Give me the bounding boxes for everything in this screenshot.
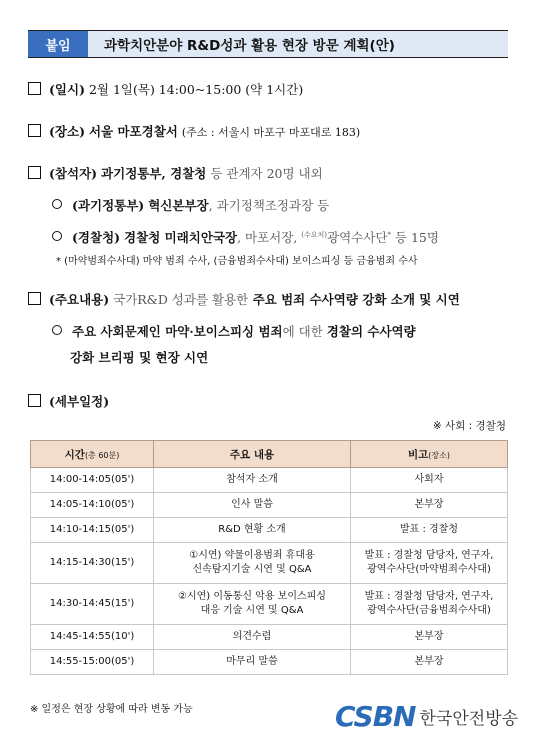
note-line-1: 발표 : 경찰청 담당자, 연구자, (364, 550, 494, 561)
note-line-1: 발표 : 경찰청 담당자, 연구자, (364, 591, 494, 602)
table-row (31, 493, 508, 518)
time-header-text: 시간 (64, 448, 85, 461)
schedule-footer: ※ 일정은 현장 상황에 따라 변동 가능 (30, 704, 193, 715)
police-rest3: 등 15명 (390, 230, 439, 245)
content-line-2: 대응 기술 시연 및 Q&A (200, 605, 304, 616)
table-row (31, 625, 508, 650)
note-cell: 본부장 (351, 493, 508, 518)
checkbox-square-icon (28, 394, 41, 407)
date-line (28, 80, 303, 98)
venue-line (28, 122, 360, 140)
note-cell: 사회자 (351, 468, 508, 493)
police-sup: (수요처) (301, 231, 328, 239)
note-header (351, 441, 508, 468)
bullet-circle-icon (52, 199, 62, 209)
participants-orgs: 과기정통부, 경찰청 (101, 166, 207, 181)
participants-rest: 등 관계자 20명 내외 (206, 166, 323, 181)
police-item (52, 228, 439, 246)
broadcaster-logo (335, 700, 518, 733)
logo-brand: CSBN (335, 700, 416, 733)
note-cell (351, 584, 508, 625)
note-cell: 본부장 (351, 650, 508, 675)
content-cell (154, 584, 351, 625)
checkbox-square-icon (28, 292, 41, 305)
police-sup2: * (387, 231, 391, 239)
time-cell: 14:15-14:30(15') (31, 543, 154, 584)
police-rest2: 광역수사단 (327, 230, 388, 245)
note-line-2: 광역수사단(마약범죄수사대) (367, 564, 491, 575)
content-line-1: ②시연) 이동통신 악용 보이스피싱 (178, 591, 326, 602)
time-header-small: (총 60분) (84, 450, 120, 460)
content-header: 주요 내용 (154, 441, 351, 468)
content-label: (주요내용) (49, 292, 110, 307)
document-title: 과학치안분야 R&D성과 활용 현장 방문 계획(안) (88, 31, 508, 57)
table-row (31, 468, 508, 493)
table-row (31, 518, 508, 543)
venue-label: (장소) (49, 124, 85, 139)
content-line-2: 신속탐지기술 시연 및 Q&A (192, 564, 312, 575)
content-item-plain: 에 대한 (282, 324, 327, 339)
table-row (31, 584, 508, 625)
mc-note: ※ 사회 : 경찰청 (432, 420, 506, 432)
checkbox-square-icon (28, 124, 41, 137)
checkbox-square-icon (28, 166, 41, 179)
content-item-bold1: 주요 사회문제인 마약·보이스피싱 범죄 (72, 324, 283, 339)
note-cell: 본부장 (351, 625, 508, 650)
content-cell (154, 543, 351, 584)
content-cell: 의견수렴 (154, 625, 351, 650)
table-header-row (31, 441, 508, 468)
date-value: 2월 1일(목) 14:00~15:00 (약 1시간) (88, 82, 304, 97)
title-bar (28, 30, 508, 58)
content-cell: 마무리 말씀 (154, 650, 351, 675)
time-cell: 14:05-14:10(05') (31, 493, 154, 518)
note-cell (351, 543, 508, 584)
msit-org: (과기정통부) (72, 198, 145, 213)
time-cell: 14:10-14:15(05') (31, 518, 154, 543)
time-cell: 14:00-14:05(05') (31, 468, 154, 493)
content-item (52, 322, 416, 340)
schedule-label: (세부일정) (49, 394, 110, 409)
police-org: (경찰청) (72, 230, 121, 245)
content-cell: 참석자 소개 (154, 468, 351, 493)
table-row (31, 650, 508, 675)
attachment-tag: 붙임 (28, 31, 88, 57)
msit-item (52, 196, 329, 214)
schedule-table (30, 440, 508, 675)
table-row (31, 543, 508, 584)
participants-footnote: * (마약범죄수사대) 마약 범죄 수사, (금융범죄수사대) 보이스피싱 등 금융범죄 수사 (56, 256, 418, 267)
msit-rest: , 과기정책조정과장 등 (208, 198, 330, 213)
logo-name: 한국안전방송 (419, 709, 519, 729)
content-gray: 국가R&D 성과를 활용한 (113, 292, 249, 307)
content-line-1: ①시연) 약물이용범죄 휴대용 (189, 550, 315, 561)
police-rest1: , 마포서장, (237, 230, 302, 245)
content-cell: 인사 말씀 (154, 493, 351, 518)
venue-value: 서울 마포경찰서 (88, 124, 178, 139)
participants-line (28, 164, 323, 182)
content-line (28, 290, 460, 308)
content-item-line2 (70, 348, 208, 366)
checkbox-square-icon (28, 82, 41, 95)
note-header-text: 비고 (408, 448, 429, 461)
time-cell: 14:30-14:45(15') (31, 584, 154, 625)
police-attendee: 경찰청 미래치안국장 (124, 230, 238, 245)
bullet-circle-icon (52, 231, 62, 241)
content-bold: 주요 범죄 수사역량 강화 소개 및 시연 (248, 292, 460, 307)
venue-address: (주소 : 서울시 마포구 마포대로 183) (181, 126, 361, 139)
content-item-bold2: 경찰의 수사역량 (326, 324, 416, 339)
time-cell: 14:55-15:00(05') (31, 650, 154, 675)
date-label: (일시) (49, 82, 85, 97)
note-header-small: (장소) (428, 450, 450, 460)
bullet-circle-icon (52, 325, 62, 335)
time-cell: 14:45-14:55(10') (31, 625, 154, 650)
time-header (31, 441, 154, 468)
participants-label: (참석자) (49, 166, 98, 181)
content-cell: R&D 현황 소개 (154, 518, 351, 543)
note-cell: 발표 : 경찰청 (351, 518, 508, 543)
msit-attendee: 혁신본부장 (148, 198, 209, 213)
note-line-2: 광역수사단(금융범죄수사대) (367, 605, 491, 616)
content-item-line2-text: 강화 브리핑 및 현장 시연 (70, 350, 209, 365)
schedule-line (28, 392, 109, 410)
